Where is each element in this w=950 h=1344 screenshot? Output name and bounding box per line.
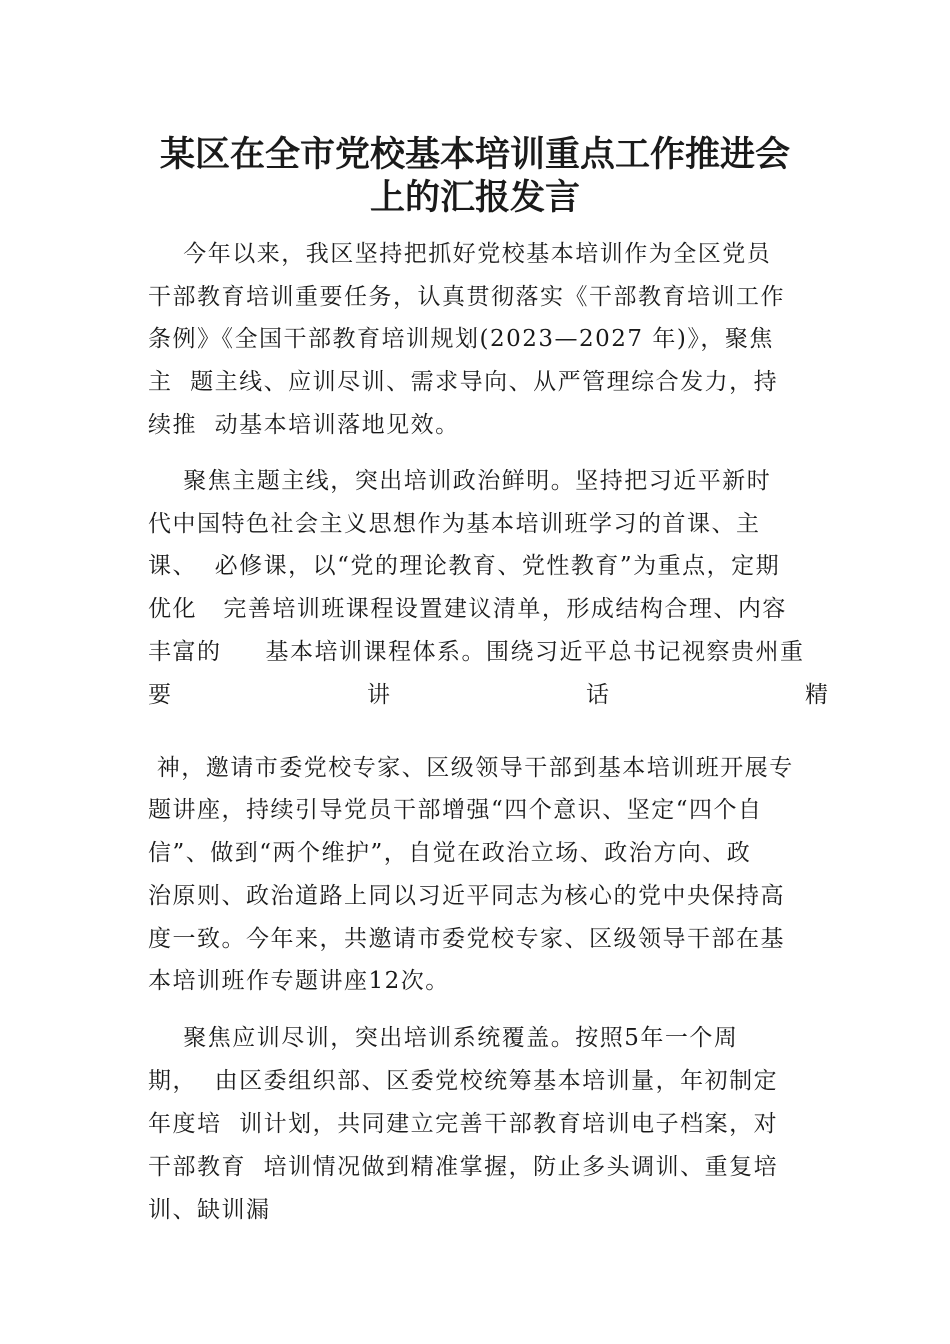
- paragraph-2-cont-line: 本培训班作专题讲座12次。: [148, 968, 450, 994]
- paragraph-2-cont-line: 题讲座，持续引导党员干部增强“四个意识、坚定“四个自: [148, 797, 763, 823]
- document-title-line-1: 某区在全市党校基本培训重点工作推进会: [159, 135, 790, 175]
- paragraph-2-cont-line: 信”、做到“两个维护”，自觉在政治立场、政治方向、政: [148, 840, 752, 866]
- justified-line: [148, 680, 828, 710]
- paragraph-2-line: 代中国特色社会主义思想作为基本培训班学习的首课、主: [148, 511, 761, 537]
- paragraph-2-cont-line: 神，邀请市委党校专家、区级领导干部到基本培训班开展专: [148, 755, 794, 781]
- justified-char: 讲: [367, 682, 390, 708]
- paragraph-3-line: 期， 由区委组织部、区委党校统筹基本培训量，年初制定: [148, 1068, 779, 1094]
- paragraph-1-line: 条例》《全国干部教育培训规划(2023—2027 年)》，聚焦: [148, 326, 774, 352]
- justified-char: 要: [148, 682, 171, 708]
- document-title-line-2: 上的汇报发言: [369, 178, 580, 218]
- paragraph-3-line: 年度培 训计划，共同建立完善干部教育培训电子档案，对: [148, 1111, 779, 1137]
- paragraph-2-line: 聚焦主题主线，突出培训政治鲜明。坚持把习近平新时: [148, 468, 772, 494]
- paragraph-2-line: 丰富的 基本培训课程体系。围绕习近平总书记视察贵州重: [148, 639, 805, 665]
- paragraph-3-line: 聚焦应训尽训，突出培训系统覆盖。按照5年一个周: [148, 1025, 739, 1051]
- paragraph-2-cont-line: 度一致。今年来，共邀请市委党校专家、区级领导干部在基: [148, 926, 785, 952]
- paragraph-2-line: 课、 必修课，以“党的理论教育、党性教育”为重点，定期: [148, 553, 781, 579]
- paragraph-3-line: 训、缺训漏: [148, 1197, 271, 1223]
- paragraph-1-line: 干部教育培训重要任务，认真贯彻落实《干部教育培训工作: [148, 284, 785, 310]
- justified-char: 精: [805, 682, 828, 708]
- paragraph-1-line: 主 题主线、应训尽训、需求导向、从严管理综合发力，持: [148, 369, 779, 395]
- paragraph-2-line: 优化 完善培训班课程设置建议清单，形成结构合理、内容: [148, 596, 787, 622]
- paragraph-1-line: 续推 动基本培训落地见效。: [148, 412, 460, 438]
- paragraph-3-line: 干部教育 培训情况做到精准掌握，防止多头调训、重复培: [148, 1154, 779, 1180]
- justified-char: 话: [586, 682, 609, 708]
- paragraph-2-cont-line: 治原则、政治道路上同以习近平同志为核心的党中央保持高: [148, 883, 785, 909]
- paragraph-1-line: 今年以来，我区坚持把抓好党校基本培训作为全区党员: [148, 241, 772, 267]
